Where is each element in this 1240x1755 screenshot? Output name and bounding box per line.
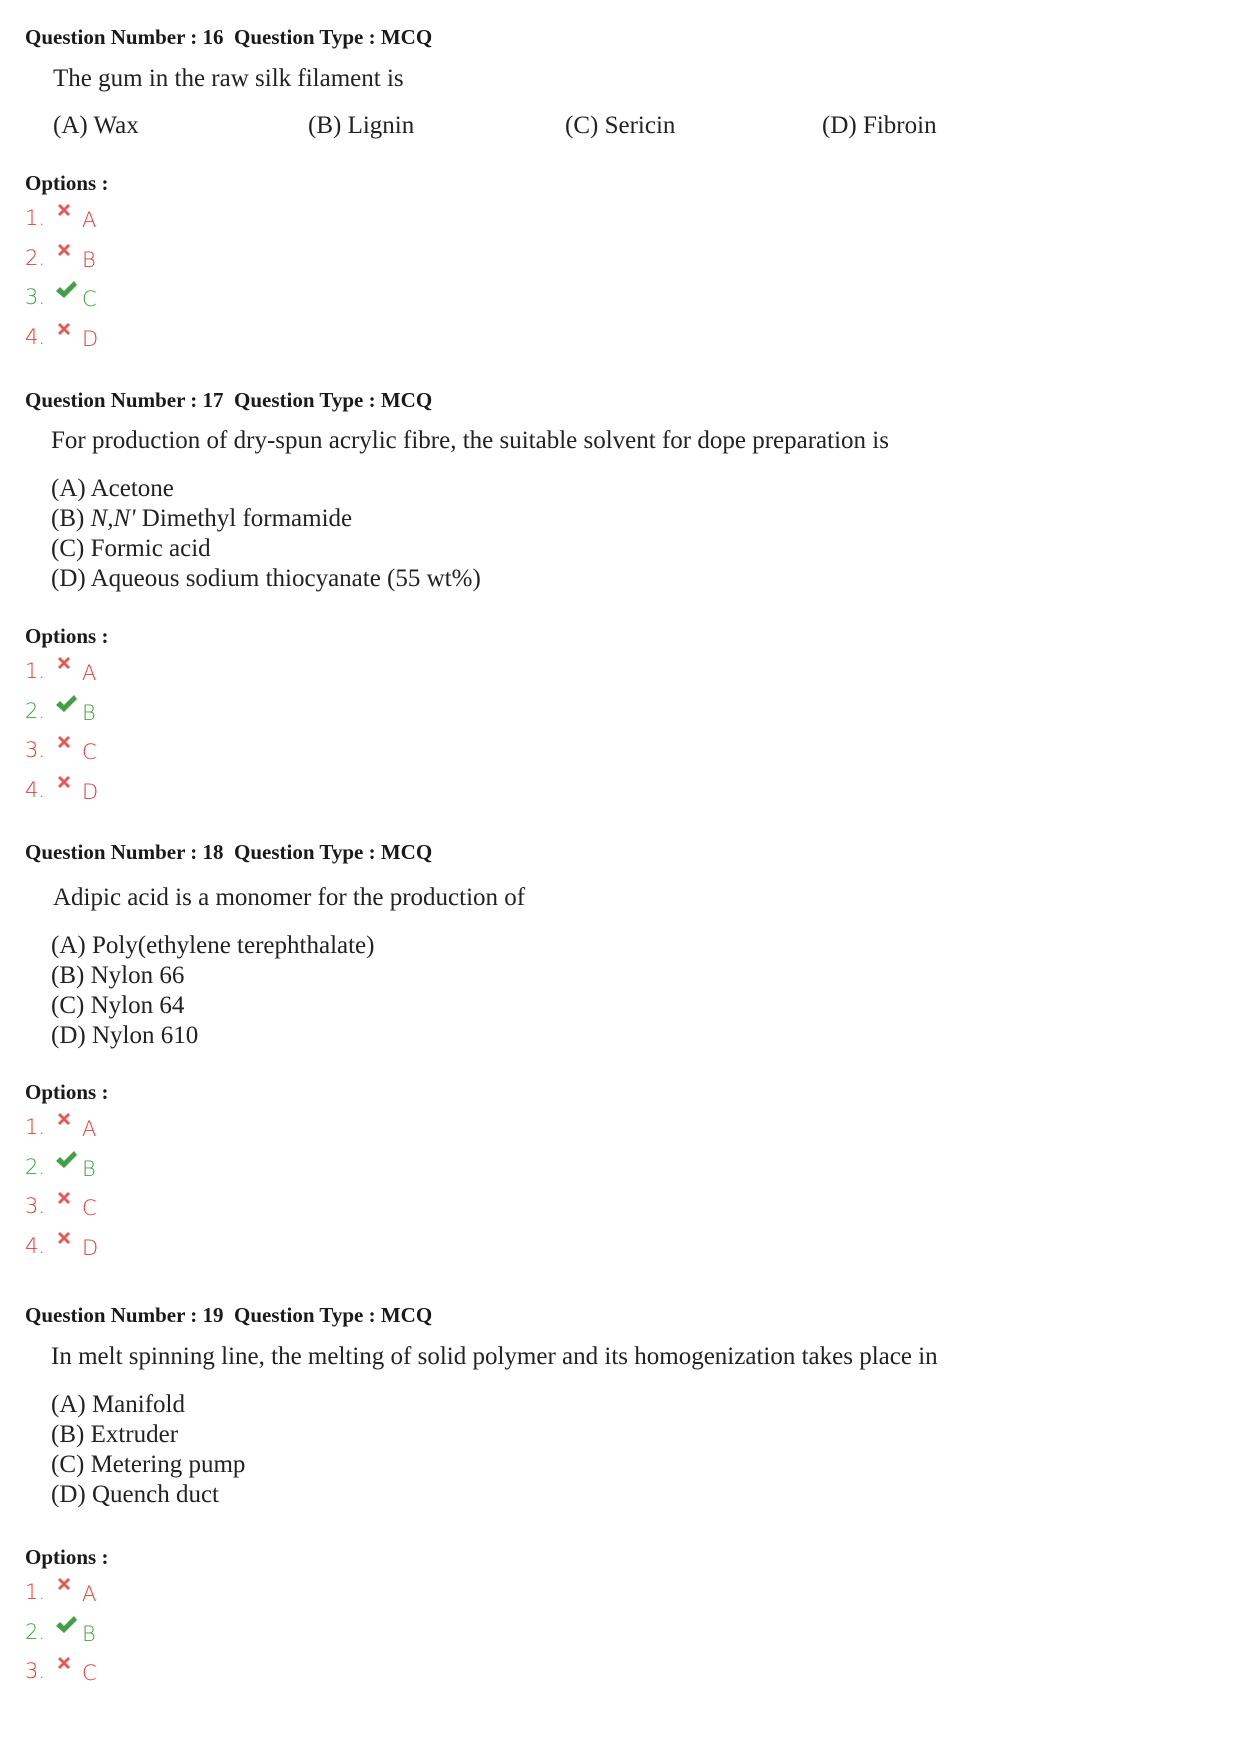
option-number: 2. [25,698,46,723]
cross-icon [54,319,76,341]
options-label: Options : [25,171,109,195]
choice-b-italic: N,N' [90,505,136,532]
choices-list [51,474,481,594]
option-letter: D [82,1235,99,1260]
option-letter: B [82,1156,96,1181]
choice-b-rest: Dimethyl formamide [135,505,353,532]
option-letter: A [82,661,97,685]
options-label: Options : [25,1080,109,1104]
choices-list [51,1390,245,1510]
options-label: Options : [25,1545,109,1569]
cross-icon [54,1574,76,1596]
option-letter: A [82,1117,97,1141]
option-letter: D [82,779,99,804]
choice-d: (D) Fibroin [822,112,937,139]
check-icon [54,279,76,301]
choice-a: (A) Wax [53,112,139,139]
choice-b: (B) Lignin [308,112,415,139]
choice-a: (A) Poly(ethylene terephthalate) [51,932,375,959]
option-letter: C [82,740,97,764]
choice-d: (D) Quench duct [51,1481,219,1508]
option-number: 1. [25,1115,46,1139]
question-header: Question Number : 19 Question Type : MCQ [25,1303,433,1327]
question-header: Question Number : 18 Question Type : MCQ [25,840,433,864]
option-letter: B [82,700,96,725]
question-19 [25,1302,1205,1685]
option-number: 1. [25,659,46,683]
question-16 [25,24,1205,351]
choice-b: (B) Nylon 66 [51,962,185,989]
option-number: 2. [25,1154,46,1179]
option-letter: C [82,1661,97,1685]
option-letter: A [82,1582,97,1606]
check-icon [54,1614,76,1636]
option-letter: A [82,208,97,232]
choice-c: (C) Nylon 64 [51,992,185,1019]
cross-icon [54,1228,76,1250]
option-number: 3. [25,285,46,309]
option-letter: C [82,1196,97,1220]
choice-b-label: (B) [51,505,91,532]
choice-c: (C) Metering pump [51,1451,246,1478]
question-text: Adipic acid is a monomer for the production of [53,884,526,911]
choice-b: (B) Extruder [51,1421,179,1448]
cross-icon [54,732,76,754]
option-number: 3. [25,738,46,762]
check-icon [54,693,76,715]
choices-list [51,931,374,1051]
choice-d: (D) Aqueous sodium thiocyanate (55 wt%) [51,565,481,592]
option-number: 4. [25,1233,46,1258]
question-17 [25,387,1205,804]
option-number: 2. [25,245,46,270]
option-number: 1. [25,1580,46,1604]
option-number: 3. [25,1194,46,1218]
question-text: In melt spinning line, the melting of solid polymer and its homogenization takes place in [51,1343,938,1370]
option-letter: B [82,247,96,272]
cross-icon [54,772,76,794]
choice-c: (C) Formic acid [51,535,211,562]
choice-a: (A) Manifold [51,1391,185,1418]
option-number: 1. [25,206,46,230]
option-number: 3. [25,1659,46,1683]
cross-icon [54,1188,76,1210]
option-letter: D [82,326,99,351]
option-number: 4. [25,777,46,802]
question-text: The gum in the raw silk filament is [53,65,404,92]
cross-icon [54,1653,76,1675]
cross-icon [54,653,76,675]
choice-b [51,504,481,534]
choice-a: (A) Acetone [51,475,174,502]
question-header: Question Number : 16 Question Type : MCQ [25,25,433,49]
options-label: Options : [25,624,109,648]
question-header: Question Number : 17 Question Type : MCQ [25,388,433,412]
cross-icon [54,1109,76,1131]
option-letter: C [82,287,97,311]
choices-row [25,112,1125,146]
cross-icon [54,240,76,262]
question-text: For production of dry-spun acrylic fibre, the suitable solvent for dope preparation is [51,427,889,454]
question-18 [25,839,1205,1260]
option-letter: B [82,1621,96,1646]
option-number: 2. [25,1619,46,1644]
choice-c: (C) Sericin [565,112,676,139]
choice-d: (D) Nylon 610 [51,1022,199,1049]
cross-icon [54,200,76,222]
option-number: 4. [25,324,46,349]
check-icon [54,1149,76,1171]
